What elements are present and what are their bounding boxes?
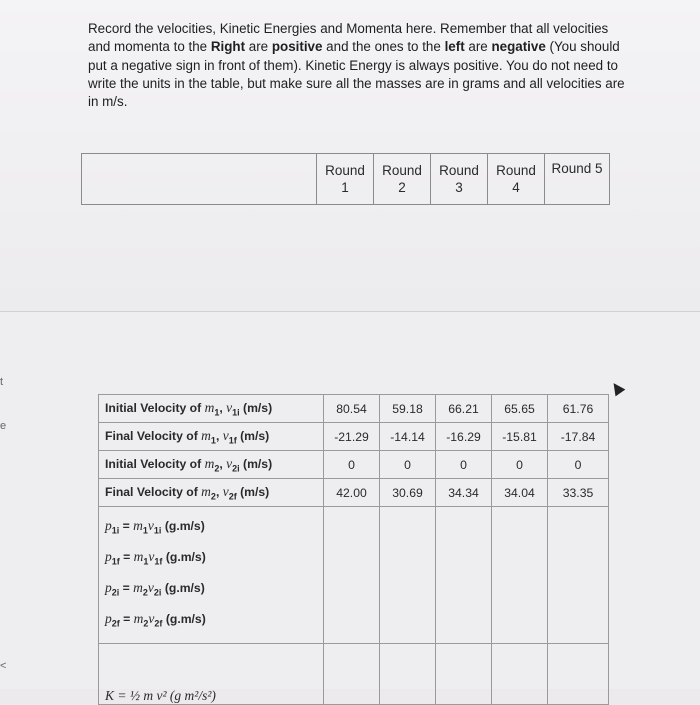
momentum-cell[interactable]	[324, 507, 380, 644]
value-cell[interactable]: 0	[436, 451, 492, 479]
value-cell[interactable]: 0	[324, 451, 380, 479]
value-cell[interactable]: 80.54	[324, 395, 380, 423]
value-cell[interactable]: 59.18	[380, 395, 436, 423]
table-row	[99, 423, 609, 451]
round-2-header: Round 2	[374, 154, 431, 205]
value-cell[interactable]: 30.69	[380, 479, 436, 507]
table-row	[99, 451, 609, 479]
momentum-cell[interactable]	[380, 507, 436, 644]
value-cell[interactable]: 0	[380, 451, 436, 479]
value-cell[interactable]: 0	[548, 451, 609, 479]
row-label: Final Velocity of $m_2$, $v_{2f}$ (m/s)	[99, 479, 324, 507]
ke-cell[interactable]	[324, 644, 380, 705]
ke-cell[interactable]	[548, 644, 609, 705]
value-cell[interactable]: -17.84	[548, 423, 609, 451]
value-cell[interactable]: 66.21	[436, 395, 492, 423]
value-cell[interactable]: -14.14	[380, 423, 436, 451]
row-label: Initial Velocity of $m_2$, $v_{2i}$ (m/s)	[99, 451, 324, 479]
momentum-cell[interactable]	[436, 507, 492, 644]
round-3-header: Round 3	[431, 154, 488, 205]
edge-mark: e	[0, 420, 7, 432]
table-row	[99, 479, 609, 507]
value-cell[interactable]: -21.29	[324, 423, 380, 451]
value-cell[interactable]: -16.29	[436, 423, 492, 451]
edge-mark: t	[0, 376, 4, 388]
momentum-cell[interactable]	[548, 507, 609, 644]
round-1-header: Round 1	[317, 154, 374, 205]
value-cell[interactable]: 42.00	[324, 479, 380, 507]
value-cell[interactable]: 61.76	[548, 395, 609, 423]
table-row	[99, 395, 609, 423]
value-cell[interactable]: -15.81	[492, 423, 548, 451]
momentum-formulas: $p_{1i} = m_1v_{1i}$ (g.m/s) $p_{1f} = m_1v_{1f}$ (g.m/s) $p_{2i} = m_2v_{2i}$ (g.m/s) $p_{2f} = m_2v_{2f}$ (g.m/s)	[99, 507, 324, 644]
momentum-cell[interactable]	[492, 507, 548, 644]
instructions-text: Record the velocities, Kinetic Energies and Momenta here. Remember that all velocities and momenta to the Right are positive and the ones to the left are negative (You should put a negative sign in front of them). Kinetic Energy is always positive. You do not need to write the units in the table, but make sure all the masses are in grams and all velocities are in m/s.	[88, 21, 625, 110]
ke-cell[interactable]	[492, 644, 548, 705]
momentum-row	[99, 507, 609, 644]
value-cell[interactable]: 0	[492, 451, 548, 479]
velocity-data-table	[98, 394, 609, 705]
round-4-header: Round 4	[488, 154, 545, 205]
ke-cell[interactable]	[380, 644, 436, 705]
value-cell[interactable]: 34.04	[492, 479, 548, 507]
row-label: Initial Velocity of $m_1$, $v_{1i}$ (m/s)	[99, 395, 324, 423]
round-header-table	[81, 153, 610, 205]
value-cell[interactable]: 33.35	[548, 479, 609, 507]
header-blank-cell	[82, 154, 317, 205]
value-cell[interactable]: 34.34	[436, 479, 492, 507]
kinetic-energy-formula: K = ½ m v² (g m²/s²)	[99, 644, 324, 705]
kinetic-energy-row	[99, 644, 609, 705]
row-label: Final Velocity of $m_1$, $v_{1f}$ (m/s)	[99, 423, 324, 451]
edge-mark: <	[0, 660, 7, 672]
value-cell[interactable]: 65.65	[492, 395, 548, 423]
round-5-header: Round 5	[545, 154, 610, 205]
ke-cell[interactable]	[436, 644, 492, 705]
